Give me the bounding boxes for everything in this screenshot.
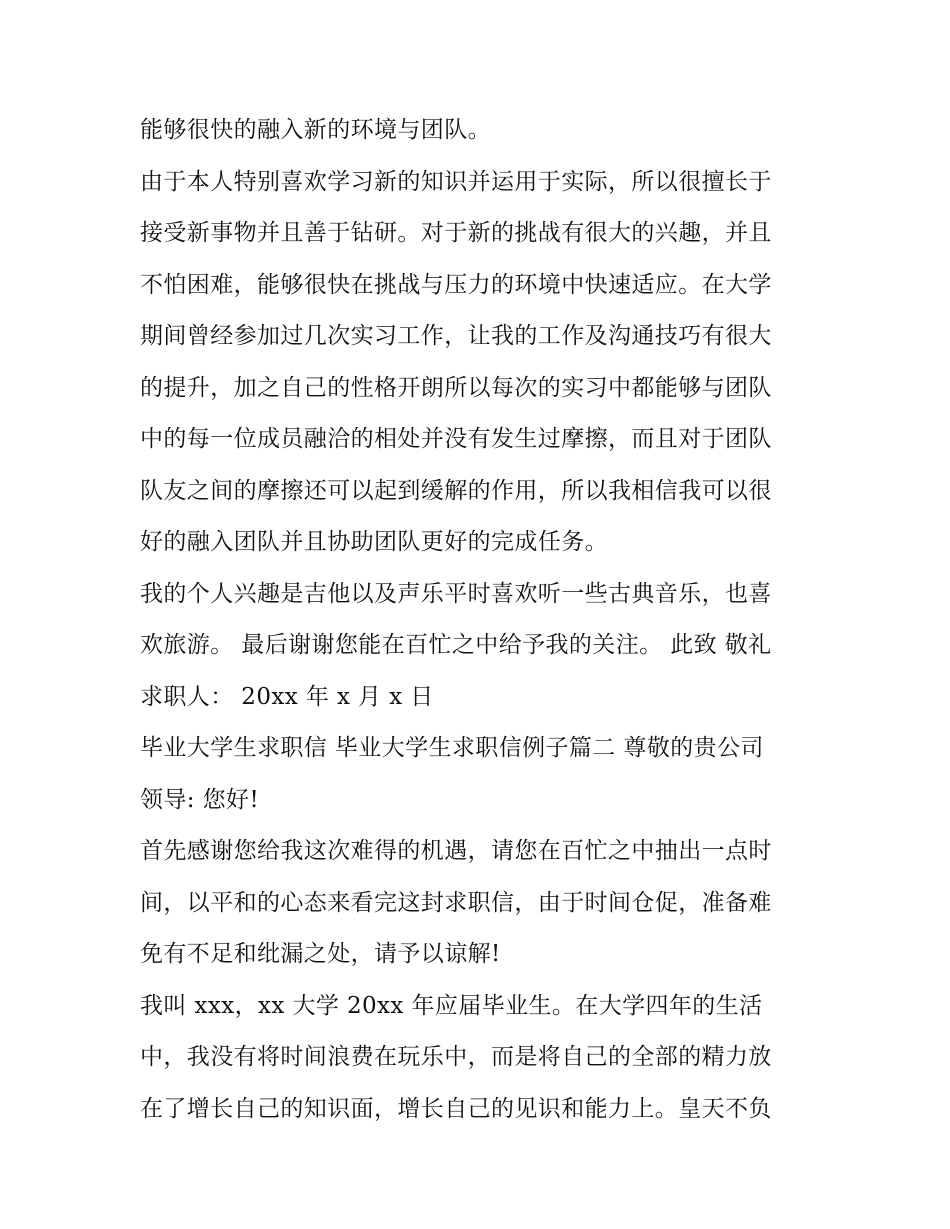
text-line: 队友之间的摩擦还可以起到缓解的作用，所以我相信我可以很 bbox=[140, 477, 772, 504]
text-line: 不怕困难，能够很快在挑战与压力的环境中快速适应。在大学 bbox=[140, 271, 772, 298]
text-line: 在了增长自己的知识面，增长自己的见识和能力上。皇天不负 bbox=[140, 1095, 772, 1122]
text-line: 求职人： 20xx 年 x 月 x 日 bbox=[140, 683, 434, 710]
text-line: 领导: 您好! bbox=[140, 786, 260, 813]
text-line: 毕业大学生求职信 毕业大学生求职信例子篇二 尊敬的贵公司 bbox=[140, 735, 764, 761]
text-line: 间，以平和的心态来看完这封求职信，由于时间仓促，准备难 bbox=[140, 889, 772, 916]
text-line: 好的融入团队并且协助团队更好的完成任务。 bbox=[140, 529, 608, 555]
text-line: 我的个人兴趣是吉他以及声乐平时喜欢听一些古典音乐，也喜 bbox=[140, 580, 772, 607]
document-body bbox=[140, 108, 820, 1138]
text-line: 我叫 xxx，xx 大学 20xx 年应届毕业生。在大学四年的生活 bbox=[140, 992, 763, 1019]
text-line: 中的每一位成员融洽的相处并没有发生过摩擦，而且对于团队 bbox=[140, 426, 772, 452]
text-line: 免有不足和纰漏之处，请予以谅解! bbox=[140, 941, 501, 967]
text-line: 接受新事物并且善于钻研。对于新的挑战有很大的兴趣，并且 bbox=[140, 220, 772, 246]
text-line: 中，我没有将时间浪费在玩乐中，而是将自己的全部的精力放 bbox=[140, 1044, 772, 1070]
text-line: 由于本人特别喜欢学习新的知识并运用于实际，所以很擅长于 bbox=[140, 168, 772, 195]
text-line: 欢旅游。 最后谢谢您能在百忙之中给予我的关注。 此致 敬礼 bbox=[140, 632, 772, 658]
text-line: 期间曾经参加过几次实习工作，让我的工作及沟通技巧有很大 bbox=[140, 323, 772, 349]
text-line: 的提升，加之自己的性格开朗所以每次的实习中都能够与团队 bbox=[140, 374, 772, 401]
text-line: 首先感谢您给我这次难得的机遇，请您在百忙之中抽出一点时 bbox=[140, 838, 772, 864]
text-line: 能够很快的融入新的环境与团队。 bbox=[140, 117, 491, 143]
